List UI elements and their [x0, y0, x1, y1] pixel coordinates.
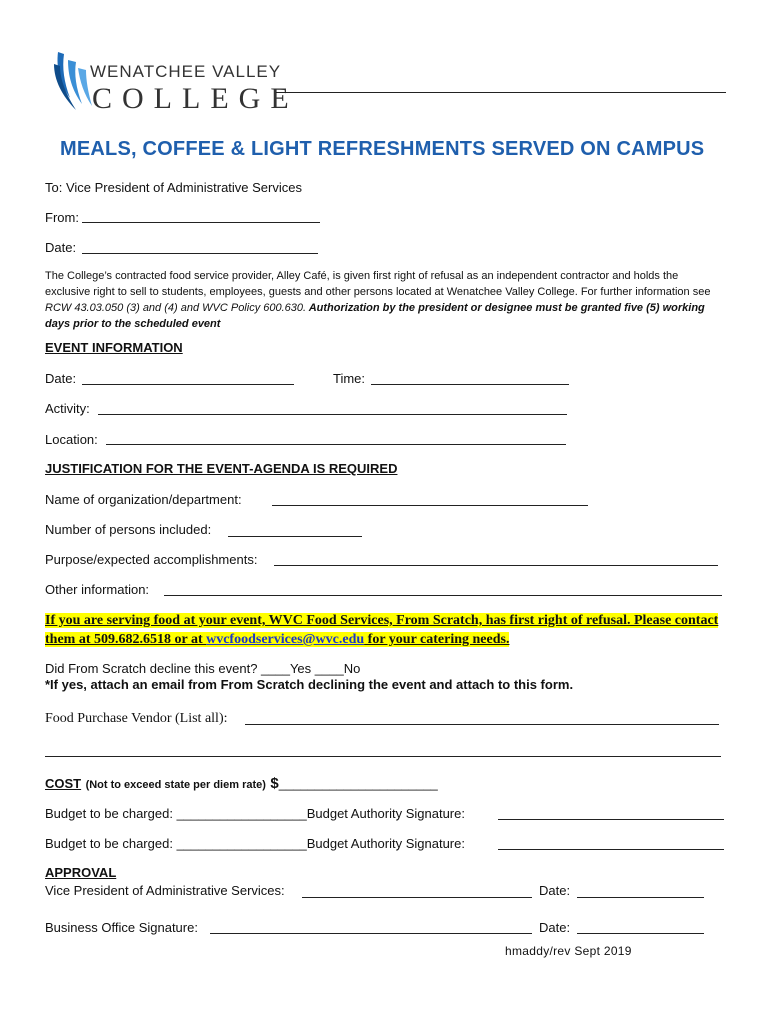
logo-line2: COLLEGE: [92, 82, 299, 115]
page-title: MEALS, COFFEE & LIGHT REFRESHMENTS SERVED ON CAMPUS: [60, 138, 705, 160]
cost-field[interactable]: ______________________: [278, 776, 438, 791]
purpose-label: Purpose/expected accomplishments:: [45, 552, 258, 567]
notice-text-end: for your catering needs.: [364, 632, 510, 647]
event-time-label: Time:: [333, 371, 366, 386]
budget-charged-label: Budget to be charged:: [45, 806, 173, 821]
food-services-email-link[interactable]: wvcfoodservices@wvc.edu: [206, 632, 365, 647]
vendor-label: Food Purchase Vendor (List all):: [45, 711, 228, 726]
activity-field[interactable]: [98, 414, 567, 415]
header-rule: [276, 92, 726, 93]
location-field[interactable]: [106, 444, 566, 445]
vp-signature-label: Vice President of Administrative Services:: [45, 883, 285, 898]
notice-text: If you are serving food at your event, WVC Food Services, From Scratch, has first right of refusal. Please contact them at 509.682.6518 or at: [45, 613, 719, 647]
persons-field[interactable]: [228, 536, 362, 537]
vp-signature-field[interactable]: [302, 897, 532, 898]
intro-paragraph: [45, 268, 725, 332]
vendor-field-1[interactable]: [245, 724, 719, 725]
date-field[interactable]: [82, 253, 318, 254]
cost-note: (Not to exceed state per diem rate): [85, 779, 266, 791]
budget-row-2: [45, 836, 465, 851]
intro-authorization: Authorization by the president or designee must be granted five (5) working days prior to the scheduled event: [45, 302, 705, 330]
org-label: Name of organization/department:: [45, 492, 242, 507]
purpose-field[interactable]: [274, 565, 718, 566]
other-label: Other information:: [45, 582, 150, 597]
cost-dollar: $: [270, 775, 279, 792]
event-date-label: Date:: [45, 371, 77, 386]
budget-authority-field[interactable]: [498, 819, 724, 820]
flame-logo-icon: [52, 50, 96, 114]
location-label: Location:: [45, 432, 98, 447]
decline-question: Did From Scratch decline this event? ____Yes ____No: [45, 661, 361, 676]
decline-note: *If yes, attach an email from From Scratch declining the event and attach to this form.: [45, 677, 574, 692]
cost-label: COST: [45, 776, 82, 791]
business-date-field[interactable]: [577, 933, 704, 934]
cost-row: [45, 775, 438, 793]
vp-date-field[interactable]: [577, 897, 704, 898]
from-label: From:: [45, 210, 79, 225]
budget-authority-label: Budget Authority Signature:: [306, 806, 465, 821]
intro-reference: RCW 43.03.050 (3) and (4) and WVC Policy 600.630.: [45, 302, 307, 314]
business-date-label: Date:: [539, 920, 571, 935]
budget-charged-label: Budget to be charged:: [45, 836, 173, 851]
logo-line1: WENATCHEE VALLEY: [90, 62, 282, 81]
business-signature-label: Business Office Signature:: [45, 920, 198, 935]
date-label: Date:: [45, 240, 77, 255]
vp-date-label: Date:: [539, 883, 571, 898]
event-heading: EVENT INFORMATION: [45, 340, 183, 355]
persons-label: Number of persons included:: [45, 522, 212, 537]
org-field[interactable]: [272, 505, 588, 506]
budget-authority-label: Budget Authority Signature:: [306, 836, 465, 851]
revision-footer: hmaddy/rev Sept 2019: [505, 944, 632, 958]
budget-charged-field[interactable]: __________________: [176, 836, 307, 851]
food-services-notice: [45, 611, 725, 649]
justification-heading: JUSTIFICATION FOR THE EVENT-AGENDA IS REQUIRED: [45, 461, 398, 476]
budget-charged-field[interactable]: __________________: [176, 806, 307, 821]
from-field[interactable]: [82, 222, 320, 223]
other-field[interactable]: [164, 595, 722, 596]
approval-heading: APPROVAL: [45, 865, 117, 880]
event-time-field[interactable]: [371, 384, 569, 385]
event-date-field[interactable]: [82, 384, 294, 385]
activity-label: Activity:: [45, 401, 90, 416]
college-logo: [52, 50, 299, 120]
intro-text: The College’s contracted food service provider, Alley Café, is given first right of refusal as an independent contractor and holds the exclusive right to sell to students, employees, guests and other persons located at Wenatchee Valley College. For further information see: [45, 270, 711, 298]
vendor-field-2[interactable]: [45, 756, 721, 757]
to-line: To: Vice President of Administrative Services: [45, 180, 302, 195]
budget-authority-field-2[interactable]: [498, 849, 724, 850]
business-signature-field[interactable]: [210, 933, 532, 934]
budget-row-1: [45, 806, 465, 821]
